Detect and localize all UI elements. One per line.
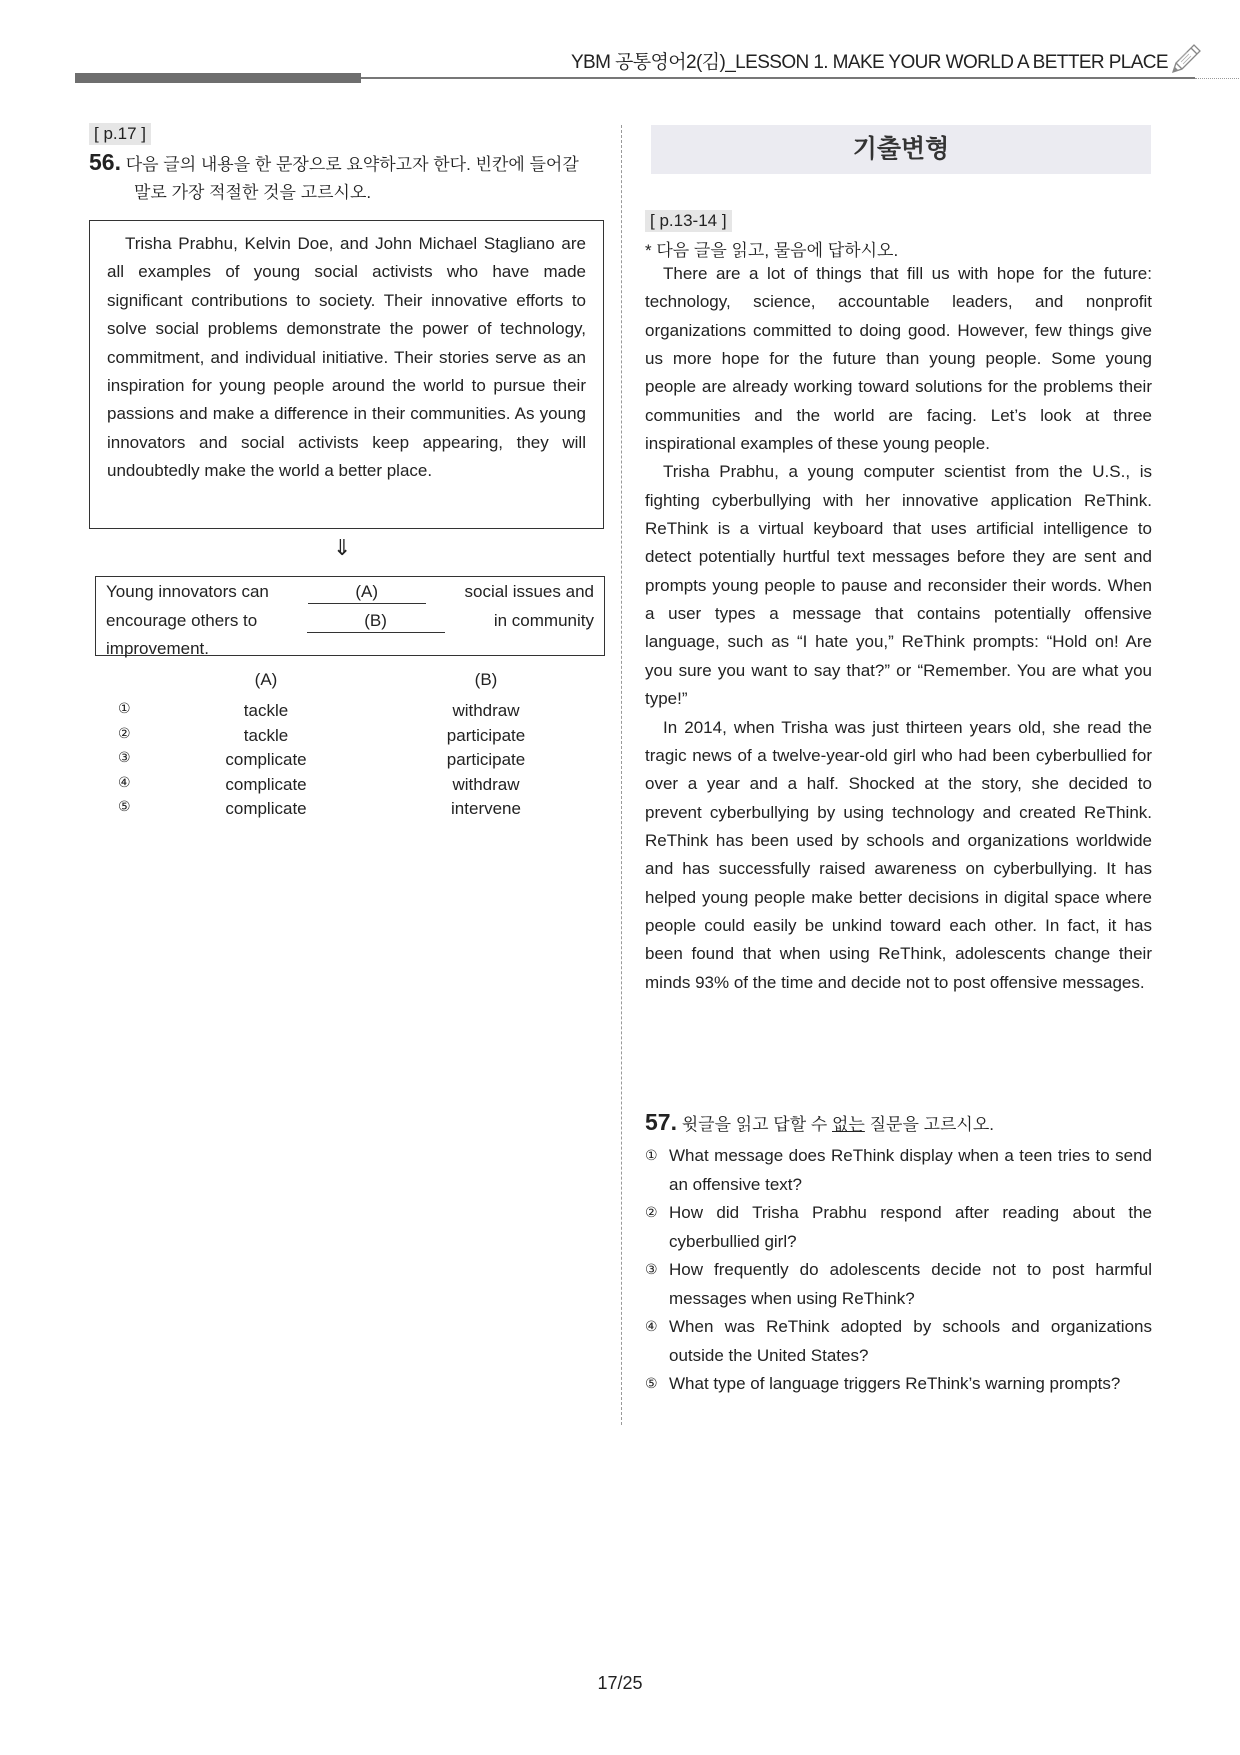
pencil-icon <box>1165 40 1205 80</box>
choice-item[interactable]: ⑤ What type of language triggers ReThink’s warning prompts? <box>645 1374 1121 1393</box>
question-57-choices <box>645 1142 1152 1399</box>
header-rule-dots <box>1195 78 1240 79</box>
emphasis-underlined: 없는 <box>832 1115 865 1134</box>
summary-line1: Young innovators can (A) social issues and <box>106 578 594 607</box>
header-title: YBM 공통영어2(김)_LESSON 1. MAKE YOUR WORLD A BETTER PLACE <box>570 52 1168 73</box>
down-arrow-icon: ⇓ <box>333 536 352 561</box>
question-56-line1 <box>89 148 579 179</box>
paragraph: In 2014, when Trisha was just thirteen years old, she read the tragic news of a twelve-year-old girl who had been cyberbullied for over a year and a half. Shocked at the story, she decided to prevent cyberbullying by using technology and created ReThink. ReThink has been used by schools and organizations worldwide and has successfully raised awareness on cyberbullying. It has helped young people make better decisions in digital space where people could easily be unkind toward each other. In fact, it has been found that when using ReThink, adolescents change their minds 93% of the time and decide not to post offensive messages. <box>645 717 1152 992</box>
instruction: * 다음 글을 읽고, 물음에 답하시오. <box>645 241 899 260</box>
section-banner: 기출변형 <box>651 125 1151 174</box>
summary-box <box>95 576 605 656</box>
paragraph: There are a lot of things that fill us with hope for the future: technology, science, accountable leaders, and nonprofit organizations committed to doing good. However, few things give us more hope for the future than young people. Some young people are already working toward solutions for the problems their communities and the world are facing. Let’s look at three inspirational examples of these young people. <box>645 264 1152 454</box>
blank-b: (B) <box>307 610 445 633</box>
passage-box <box>89 220 604 529</box>
summary-line3: improvement. <box>106 639 209 658</box>
question-text: 다음 글의 내용을 한 문장으로 요약하고자 한다. 빈칸에 들어갈 <box>125 155 579 174</box>
choice-item[interactable]: ③ How frequently do adolescents decide not to post harmful messages when using ReThink? <box>645 1260 1152 1308</box>
passage-text: Trisha Prabhu, Kelvin Doe, and John Michael Stagliano are all examples of young social activists who have made significant contributions to society. Their innovative efforts to solve social problems demonstrate the power of technology, commitment, and individual initiative. Their stories serve as an inspiration for young people around the world to pursue their passions and make a difference in their communities. As young innovators and social activists keep appearing, they will undoubtedly make the world a better place. <box>107 234 586 481</box>
question-number: 57. <box>645 1109 677 1135</box>
blank-a: (A) <box>308 581 426 604</box>
choice-item[interactable]: ② How did Trisha Prabhu respond after reading about the cyberbullied girl? <box>645 1203 1152 1251</box>
header-rule-accent <box>75 73 361 83</box>
summary-line2: encourage others to (B) in community <box>106 607 594 636</box>
column-divider <box>621 125 622 1425</box>
paragraph: Trisha Prabhu, a young computer scientist from the U.S., is fighting cyberbullying with her innovative application ReThink. ReThink is a virtual keyboard that uses artificial intelligence to detect potentially hurtful text messages before they are sent and prompts young people to pause and reconsider their words. When a user types a message that contains potentially offensive language, such as “I hate you,” ReThink prompts: “Hold on! Are you sure you want to say that?” or “Remember. You are what you type!” <box>645 462 1152 709</box>
question-number: 56. <box>89 149 121 175</box>
question-57: 57. 윗글을 읽고 답할 수 없는 질문을 고르시오. <box>645 1109 994 1135</box>
choice-item[interactable]: ① What message does ReThink display when a teen tries to send an offensive text? <box>645 1146 1152 1194</box>
question-56-line2: 말로 가장 적절한 것을 고르시오. <box>134 183 372 202</box>
page-reference-right: [ p.13-14 ] <box>645 210 732 232</box>
page-reference-left: [ p.17 ] <box>89 123 151 145</box>
reading-passage <box>645 260 1152 997</box>
page-number: 17/25 <box>597 1673 643 1693</box>
choice-item[interactable]: ④ When was ReThink adopted by schools and organizations outside the United States? <box>645 1317 1152 1365</box>
